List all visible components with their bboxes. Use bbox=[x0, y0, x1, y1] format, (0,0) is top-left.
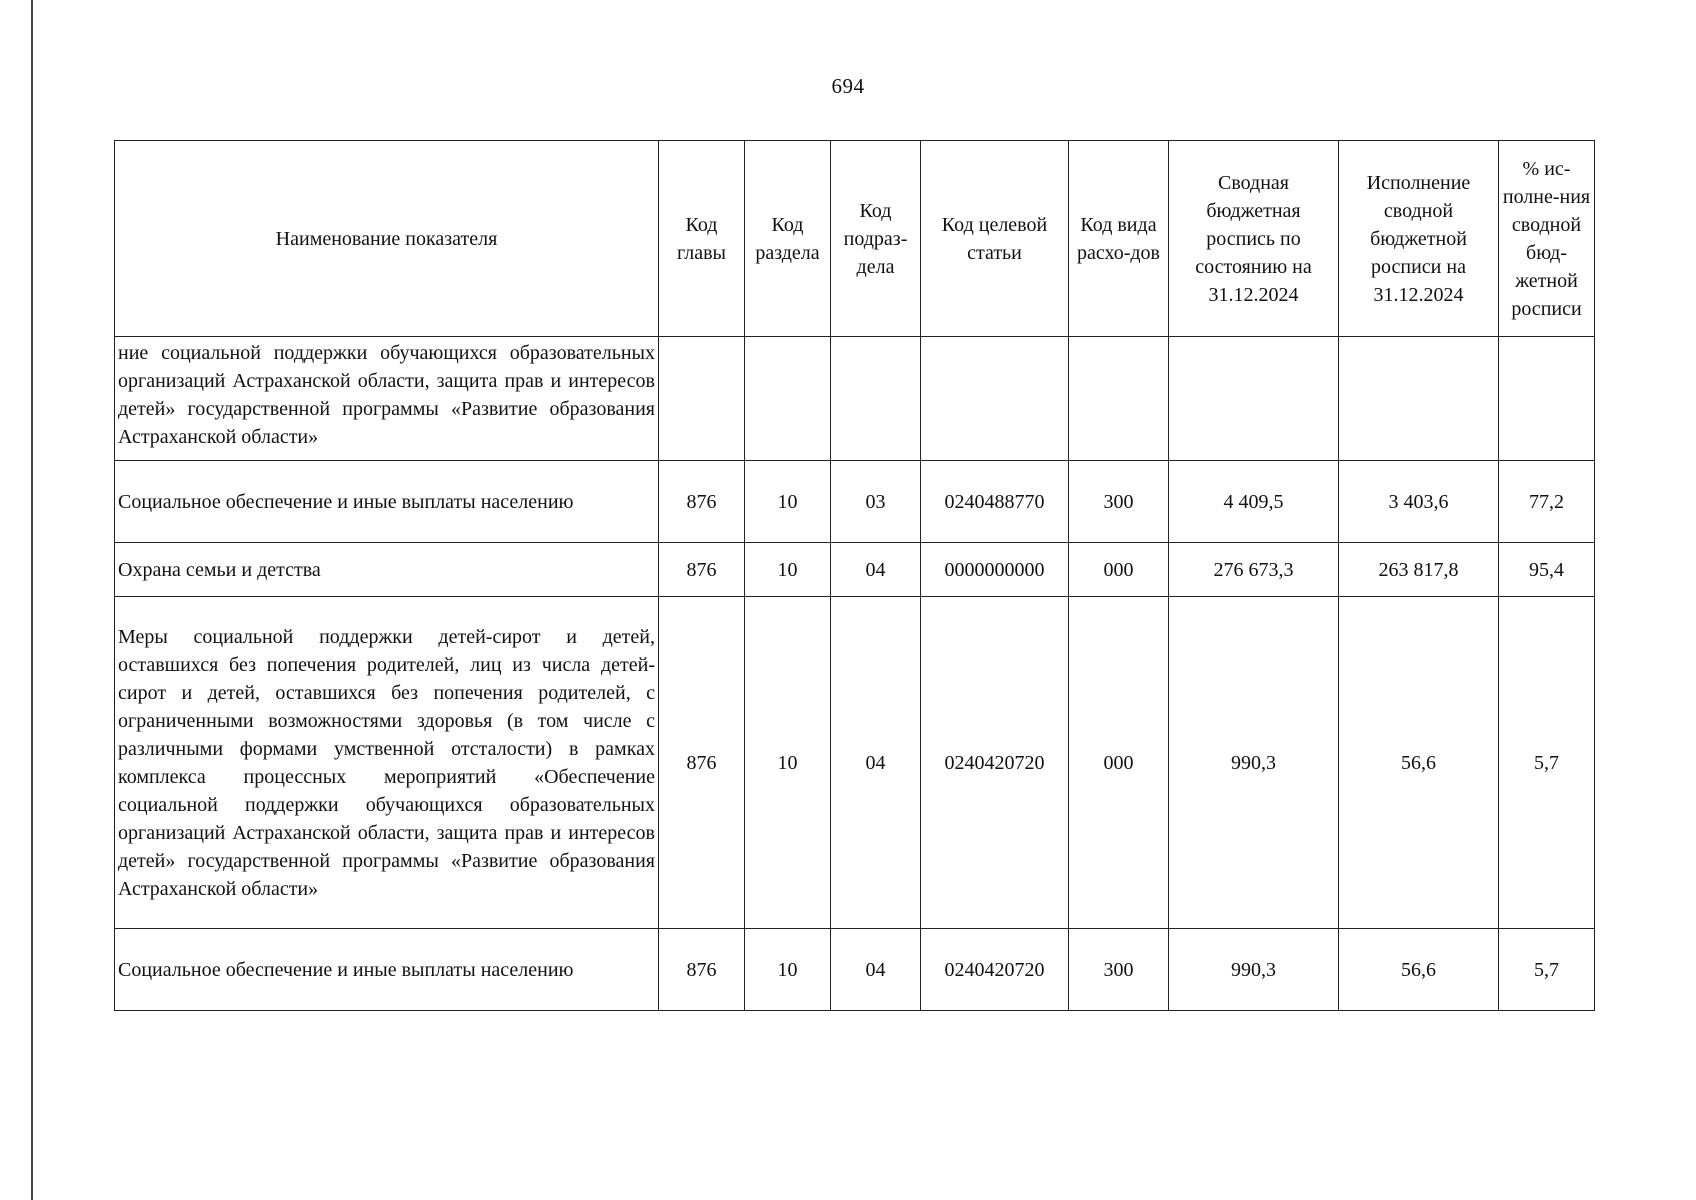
row-expense-type: 000 bbox=[1069, 543, 1169, 597]
row-budget: 990,3 bbox=[1169, 929, 1339, 1011]
row-chapter: 876 bbox=[659, 461, 745, 543]
row-section: 10 bbox=[745, 597, 831, 929]
header-target-code: Код целевой статьи bbox=[921, 141, 1069, 337]
row-section: 10 bbox=[745, 929, 831, 1011]
header-percent: % ис-полне-ния сводной бюд-жетной росписи bbox=[1499, 141, 1595, 337]
row-budget: 4 409,5 bbox=[1169, 461, 1339, 543]
row-chapter: 876 bbox=[659, 929, 745, 1011]
header-expense-type-code: Код вида расхо-дов bbox=[1069, 141, 1169, 337]
row-execution: 56,6 bbox=[1339, 597, 1499, 929]
row-percent: 77,2 bbox=[1499, 461, 1595, 543]
row-expense-type: 000 bbox=[1069, 597, 1169, 929]
row-execution: 56,6 bbox=[1339, 929, 1499, 1011]
row-target: 0240420720 bbox=[921, 929, 1069, 1011]
header-subsection-code: Код подраз-дела bbox=[831, 141, 921, 337]
row-budget: 990,3 bbox=[1169, 597, 1339, 929]
scan-edge-line bbox=[31, 0, 33, 1200]
row-section: 10 bbox=[745, 543, 831, 597]
row-execution: 3 403,6 bbox=[1339, 461, 1499, 543]
row-target: 0240420720 bbox=[921, 597, 1069, 929]
header-name: Наименование показателя bbox=[115, 141, 659, 337]
row-name: Меры социальной поддержки детей-сирот и детей, оставшихся без попечения родителей, лиц из числа детей-сирот и детей, оставшихся без попечения родителей, с ограниченными возможностями здоровья (в том числе с различными формами умственной отсталости) в рамках комплекса процессных мероприятий «Обеспечение социальной поддержки обучающихся образовательных организаций Астраханской области, защита прав и интересов детей» государственной программы «Развитие образования Астраханской области» bbox=[115, 597, 659, 929]
page-number: 694 bbox=[831, 74, 865, 98]
row-subsection bbox=[831, 337, 921, 461]
table-row bbox=[115, 929, 1595, 1011]
row-name: Охрана семьи и детства bbox=[115, 543, 659, 597]
row-target: 0000000000 bbox=[921, 543, 1069, 597]
row-expense-type: 300 bbox=[1069, 461, 1169, 543]
table-row bbox=[115, 543, 1595, 597]
row-percent bbox=[1499, 337, 1595, 461]
row-chapter: 876 bbox=[659, 597, 745, 929]
header-execution: Исполнение сводной бюджетной росписи на 31.12.2024 bbox=[1339, 141, 1499, 337]
row-percent: 5,7 bbox=[1499, 929, 1595, 1011]
table-row bbox=[115, 597, 1595, 929]
row-target bbox=[921, 337, 1069, 461]
row-expense-type bbox=[1069, 337, 1169, 461]
row-budget bbox=[1169, 337, 1339, 461]
row-subsection: 04 bbox=[831, 597, 921, 929]
table-row bbox=[115, 461, 1595, 543]
row-execution bbox=[1339, 337, 1499, 461]
row-section: 10 bbox=[745, 461, 831, 543]
budget-table bbox=[114, 140, 1595, 1011]
row-subsection: 04 bbox=[831, 543, 921, 597]
table-row bbox=[115, 337, 1595, 461]
row-percent: 95,4 bbox=[1499, 543, 1595, 597]
row-subsection: 03 bbox=[831, 461, 921, 543]
header-budget-list: Сводная бюджетная роспись по состоянию на 31.12.2024 bbox=[1169, 141, 1339, 337]
row-chapter bbox=[659, 337, 745, 461]
row-target: 0240488770 bbox=[921, 461, 1069, 543]
row-name: Социальное обеспечение и иные выплаты населению bbox=[115, 929, 659, 1011]
row-subsection: 04 bbox=[831, 929, 921, 1011]
row-chapter: 876 bbox=[659, 543, 745, 597]
table-header-row bbox=[115, 141, 1595, 337]
row-expense-type: 300 bbox=[1069, 929, 1169, 1011]
row-name: ние социальной поддержки обучающихся образовательных организаций Астраханской области, защита прав и интересов детей» государственной программы «Развитие образования Астраханской области» bbox=[115, 337, 659, 461]
header-section-code: Код раздела bbox=[745, 141, 831, 337]
row-execution: 263 817,8 bbox=[1339, 543, 1499, 597]
row-section bbox=[745, 337, 831, 461]
row-percent: 5,7 bbox=[1499, 597, 1595, 929]
row-name: Социальное обеспечение и иные выплаты населению bbox=[115, 461, 659, 543]
header-chapter-code: Код главы bbox=[659, 141, 745, 337]
row-budget: 276 673,3 bbox=[1169, 543, 1339, 597]
